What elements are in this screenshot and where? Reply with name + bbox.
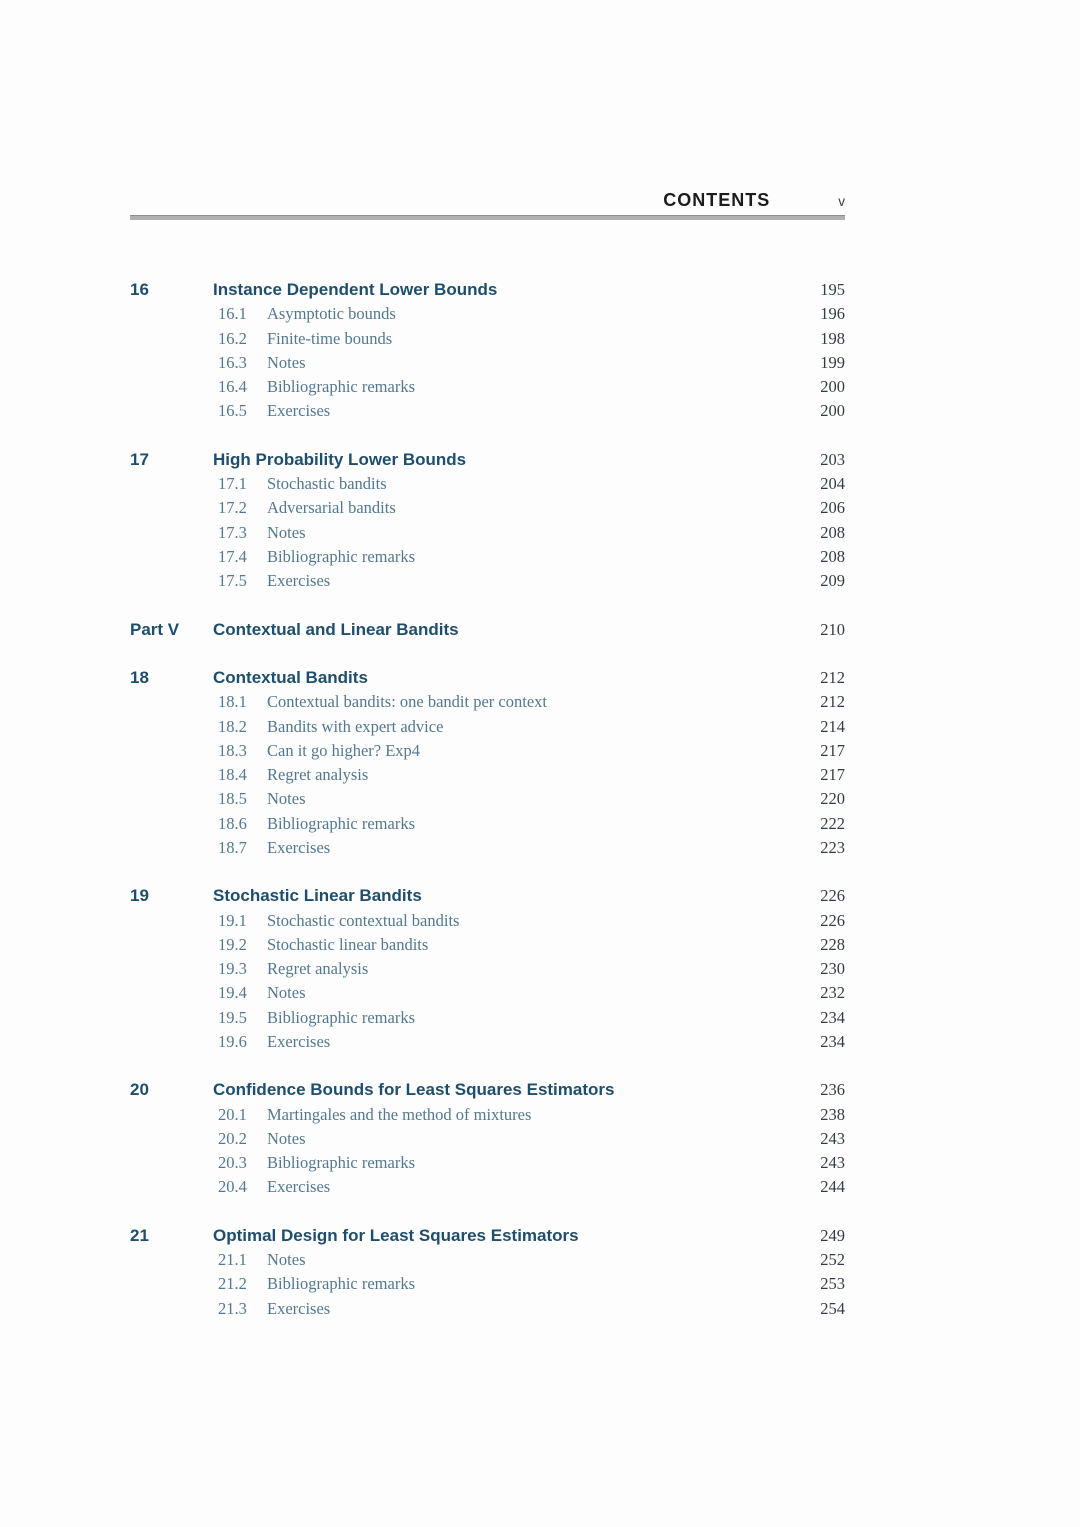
toc-chapter-row [130, 666, 845, 690]
toc-section-row [130, 739, 845, 763]
section-number: 20.3 [218, 1153, 247, 1172]
section-page-number: 204 [820, 474, 845, 493]
section-page-number: 238 [820, 1104, 845, 1124]
section-title: Stochastic contextual bandits [267, 910, 460, 930]
part-title: Contextual and Linear Bandits [213, 619, 459, 639]
toc-section-row [130, 981, 845, 1005]
section-number: 21.2 [218, 1274, 247, 1294]
chapter-page-number: 236 [820, 1080, 845, 1100]
chapter-page-number: 212 [820, 668, 845, 687]
section-number: 17.1 [218, 474, 247, 493]
section-title: Bibliographic remarks [267, 377, 416, 396]
toc-section-row [130, 1006, 845, 1030]
section-page-number: 208 [820, 546, 845, 566]
toc-chapter-row [130, 1078, 845, 1102]
part-number: Part V [130, 619, 180, 639]
section-title: Exercises [267, 401, 331, 421]
toc-section-row [130, 787, 845, 811]
toc-section-row [130, 351, 845, 375]
toc-chapter-row [130, 278, 845, 302]
section-title: Regret analysis [267, 765, 369, 784]
toc-section-row [130, 1175, 845, 1199]
section-page-number: 214 [820, 716, 845, 736]
chapter-title: Contextual Bandits [213, 668, 368, 687]
toc-section-row [130, 472, 845, 496]
section-number: 20.2 [218, 1128, 247, 1148]
section-number: 21.1 [218, 1250, 247, 1269]
header-page-number: v [838, 194, 845, 209]
section-title: Notes [267, 789, 306, 809]
toc-section-row [130, 569, 845, 593]
section-number: 19.1 [218, 910, 247, 930]
chapter-page-number: 249 [820, 1225, 845, 1245]
toc-section-row [130, 957, 845, 981]
section-page-number: 234 [820, 1031, 845, 1051]
toc-section-row [130, 1103, 845, 1127]
toc-section-row [130, 812, 845, 836]
section-title: Exercises [267, 1031, 331, 1051]
chapter-title: Confidence Bounds for Least Squares Estimators [213, 1080, 615, 1100]
section-title: Adversarial bandits [267, 498, 396, 518]
section-title: Stochastic linear bandits [267, 934, 429, 954]
section-page-number: 243 [820, 1128, 845, 1148]
section-number: 17.2 [218, 498, 247, 518]
section-title: Regret analysis [267, 959, 369, 978]
toc-section-row [130, 690, 845, 714]
toc-section-row [130, 521, 845, 545]
toc-chapter-block [130, 1078, 845, 1199]
toc-section-row [130, 836, 845, 860]
chapter-title: Stochastic Linear Bandits [213, 886, 422, 906]
section-number: 20.4 [218, 1177, 247, 1197]
section-title: Can it go higher? Exp4 [267, 740, 421, 760]
section-title: Stochastic bandits [267, 474, 387, 493]
toc-part-block [130, 618, 845, 642]
toc-section-row [130, 1297, 845, 1321]
section-title: Exercises [267, 571, 331, 590]
section-page-number: 217 [820, 740, 845, 760]
section-page-number: 198 [820, 328, 845, 348]
section-number: 17.5 [218, 571, 247, 590]
section-page-number: 220 [820, 789, 845, 809]
toc-section-row [130, 715, 845, 739]
section-title: Bibliographic remarks [267, 546, 416, 566]
section-number: 19.6 [218, 1031, 247, 1051]
toc-section-row [130, 302, 845, 326]
section-title: Bibliographic remarks [267, 1153, 416, 1172]
toc-chapter-block [130, 448, 845, 594]
section-title: Notes [267, 1250, 306, 1269]
section-page-number: 199 [820, 352, 845, 372]
toc-section-row [130, 1272, 845, 1296]
toc-section-row [130, 327, 845, 351]
toc-chapter-block [130, 278, 845, 424]
section-page-number: 228 [820, 934, 845, 954]
toc-section-row [130, 933, 845, 957]
section-title: Contextual bandits: one bandit per context [267, 692, 547, 712]
toc-chapter-block [130, 1224, 845, 1321]
toc-section-row [130, 399, 845, 423]
section-title: Asymptotic bounds [267, 304, 396, 324]
toc-chapter-row [130, 1224, 845, 1248]
toc-section-row [130, 1030, 845, 1054]
section-number: 18.2 [218, 716, 247, 736]
section-page-number: 244 [820, 1177, 845, 1197]
toc-section-row [130, 545, 845, 569]
toc-section-row [130, 1151, 845, 1175]
section-page-number: 243 [820, 1153, 845, 1172]
section-number: 17.4 [218, 546, 247, 566]
section-number: 18.7 [218, 837, 247, 857]
toc-section-row [130, 909, 845, 933]
section-number: 19.3 [218, 959, 247, 978]
chapter-title: Optimal Design for Least Squares Estimators [213, 1225, 579, 1245]
chapter-number: 20 [130, 1080, 149, 1100]
section-page-number: 253 [820, 1274, 845, 1294]
toc-section-row [130, 1127, 845, 1151]
toc-section-row [130, 375, 845, 399]
section-page-number: 230 [820, 959, 845, 978]
section-title: Notes [267, 522, 306, 542]
section-number: 16.4 [218, 377, 247, 396]
section-page-number: 209 [820, 571, 845, 590]
toc-chapter-block [130, 666, 845, 860]
toc-section-row [130, 496, 845, 520]
section-number: 16.2 [218, 328, 247, 348]
section-number: 16.3 [218, 352, 247, 372]
section-title: Exercises [267, 1177, 331, 1197]
chapter-title: Instance Dependent Lower Bounds [213, 280, 498, 299]
section-page-number: 196 [820, 304, 845, 324]
section-page-number: 234 [820, 1007, 845, 1027]
section-number: 18.3 [218, 740, 247, 760]
toc-chapter-block [130, 884, 845, 1054]
part-page-number: 210 [820, 619, 845, 639]
section-title: Notes [267, 1128, 306, 1148]
section-page-number: 223 [820, 837, 845, 857]
section-page-number: 254 [820, 1298, 845, 1318]
section-number: 17.3 [218, 522, 247, 542]
chapter-number: 18 [130, 668, 149, 687]
section-page-number: 217 [820, 765, 845, 784]
section-number: 16.5 [218, 401, 247, 421]
section-title: Exercises [267, 1298, 331, 1318]
toc-chapter-row [130, 448, 845, 472]
toc [130, 278, 845, 1321]
section-number: 19.4 [218, 983, 247, 1003]
section-page-number: 222 [820, 813, 845, 833]
section-number: 16.1 [218, 304, 247, 324]
section-title: Notes [267, 352, 306, 372]
section-page-number: 208 [820, 522, 845, 542]
section-title: Martingales and the method of mixtures [267, 1104, 532, 1124]
section-title: Finite-time bounds [267, 328, 393, 348]
section-title: Notes [267, 983, 306, 1003]
section-title: Bandits with expert advice [267, 716, 444, 736]
section-number: 20.1 [218, 1104, 247, 1124]
running-header [130, 190, 845, 211]
section-title: Bibliographic remarks [267, 1007, 416, 1027]
section-page-number: 212 [820, 692, 845, 712]
chapter-number: 17 [130, 449, 149, 469]
section-number: 18.5 [218, 789, 247, 809]
section-page-number: 200 [820, 401, 845, 421]
section-page-number: 252 [820, 1250, 845, 1269]
section-title: Bibliographic remarks [267, 813, 416, 833]
section-number: 19.2 [218, 934, 247, 954]
chapter-number: 16 [130, 280, 149, 299]
page [130, 0, 845, 1345]
toc-chapter-row [130, 884, 845, 908]
section-number: 18.6 [218, 813, 247, 833]
toc-part-row [130, 618, 845, 642]
section-title: Bibliographic remarks [267, 1274, 416, 1294]
section-page-number: 200 [820, 377, 845, 396]
toc-section-row [130, 763, 845, 787]
section-number: 19.5 [218, 1007, 247, 1027]
header-title: CONTENTS [663, 190, 771, 210]
chapter-number: 21 [130, 1225, 149, 1245]
header-rule [130, 215, 845, 220]
chapter-page-number: 226 [820, 886, 845, 906]
section-page-number: 206 [820, 498, 845, 518]
toc-section-row [130, 1248, 845, 1272]
chapter-page-number: 195 [820, 280, 845, 299]
chapter-number: 19 [130, 886, 149, 906]
section-number: 18.1 [218, 692, 247, 712]
section-number: 18.4 [218, 765, 247, 784]
chapter-page-number: 203 [820, 449, 845, 469]
section-number: 21.3 [218, 1298, 247, 1318]
section-page-number: 232 [820, 983, 845, 1003]
chapter-title: High Probability Lower Bounds [213, 449, 467, 469]
section-title: Exercises [267, 837, 331, 857]
section-page-number: 226 [820, 910, 845, 930]
